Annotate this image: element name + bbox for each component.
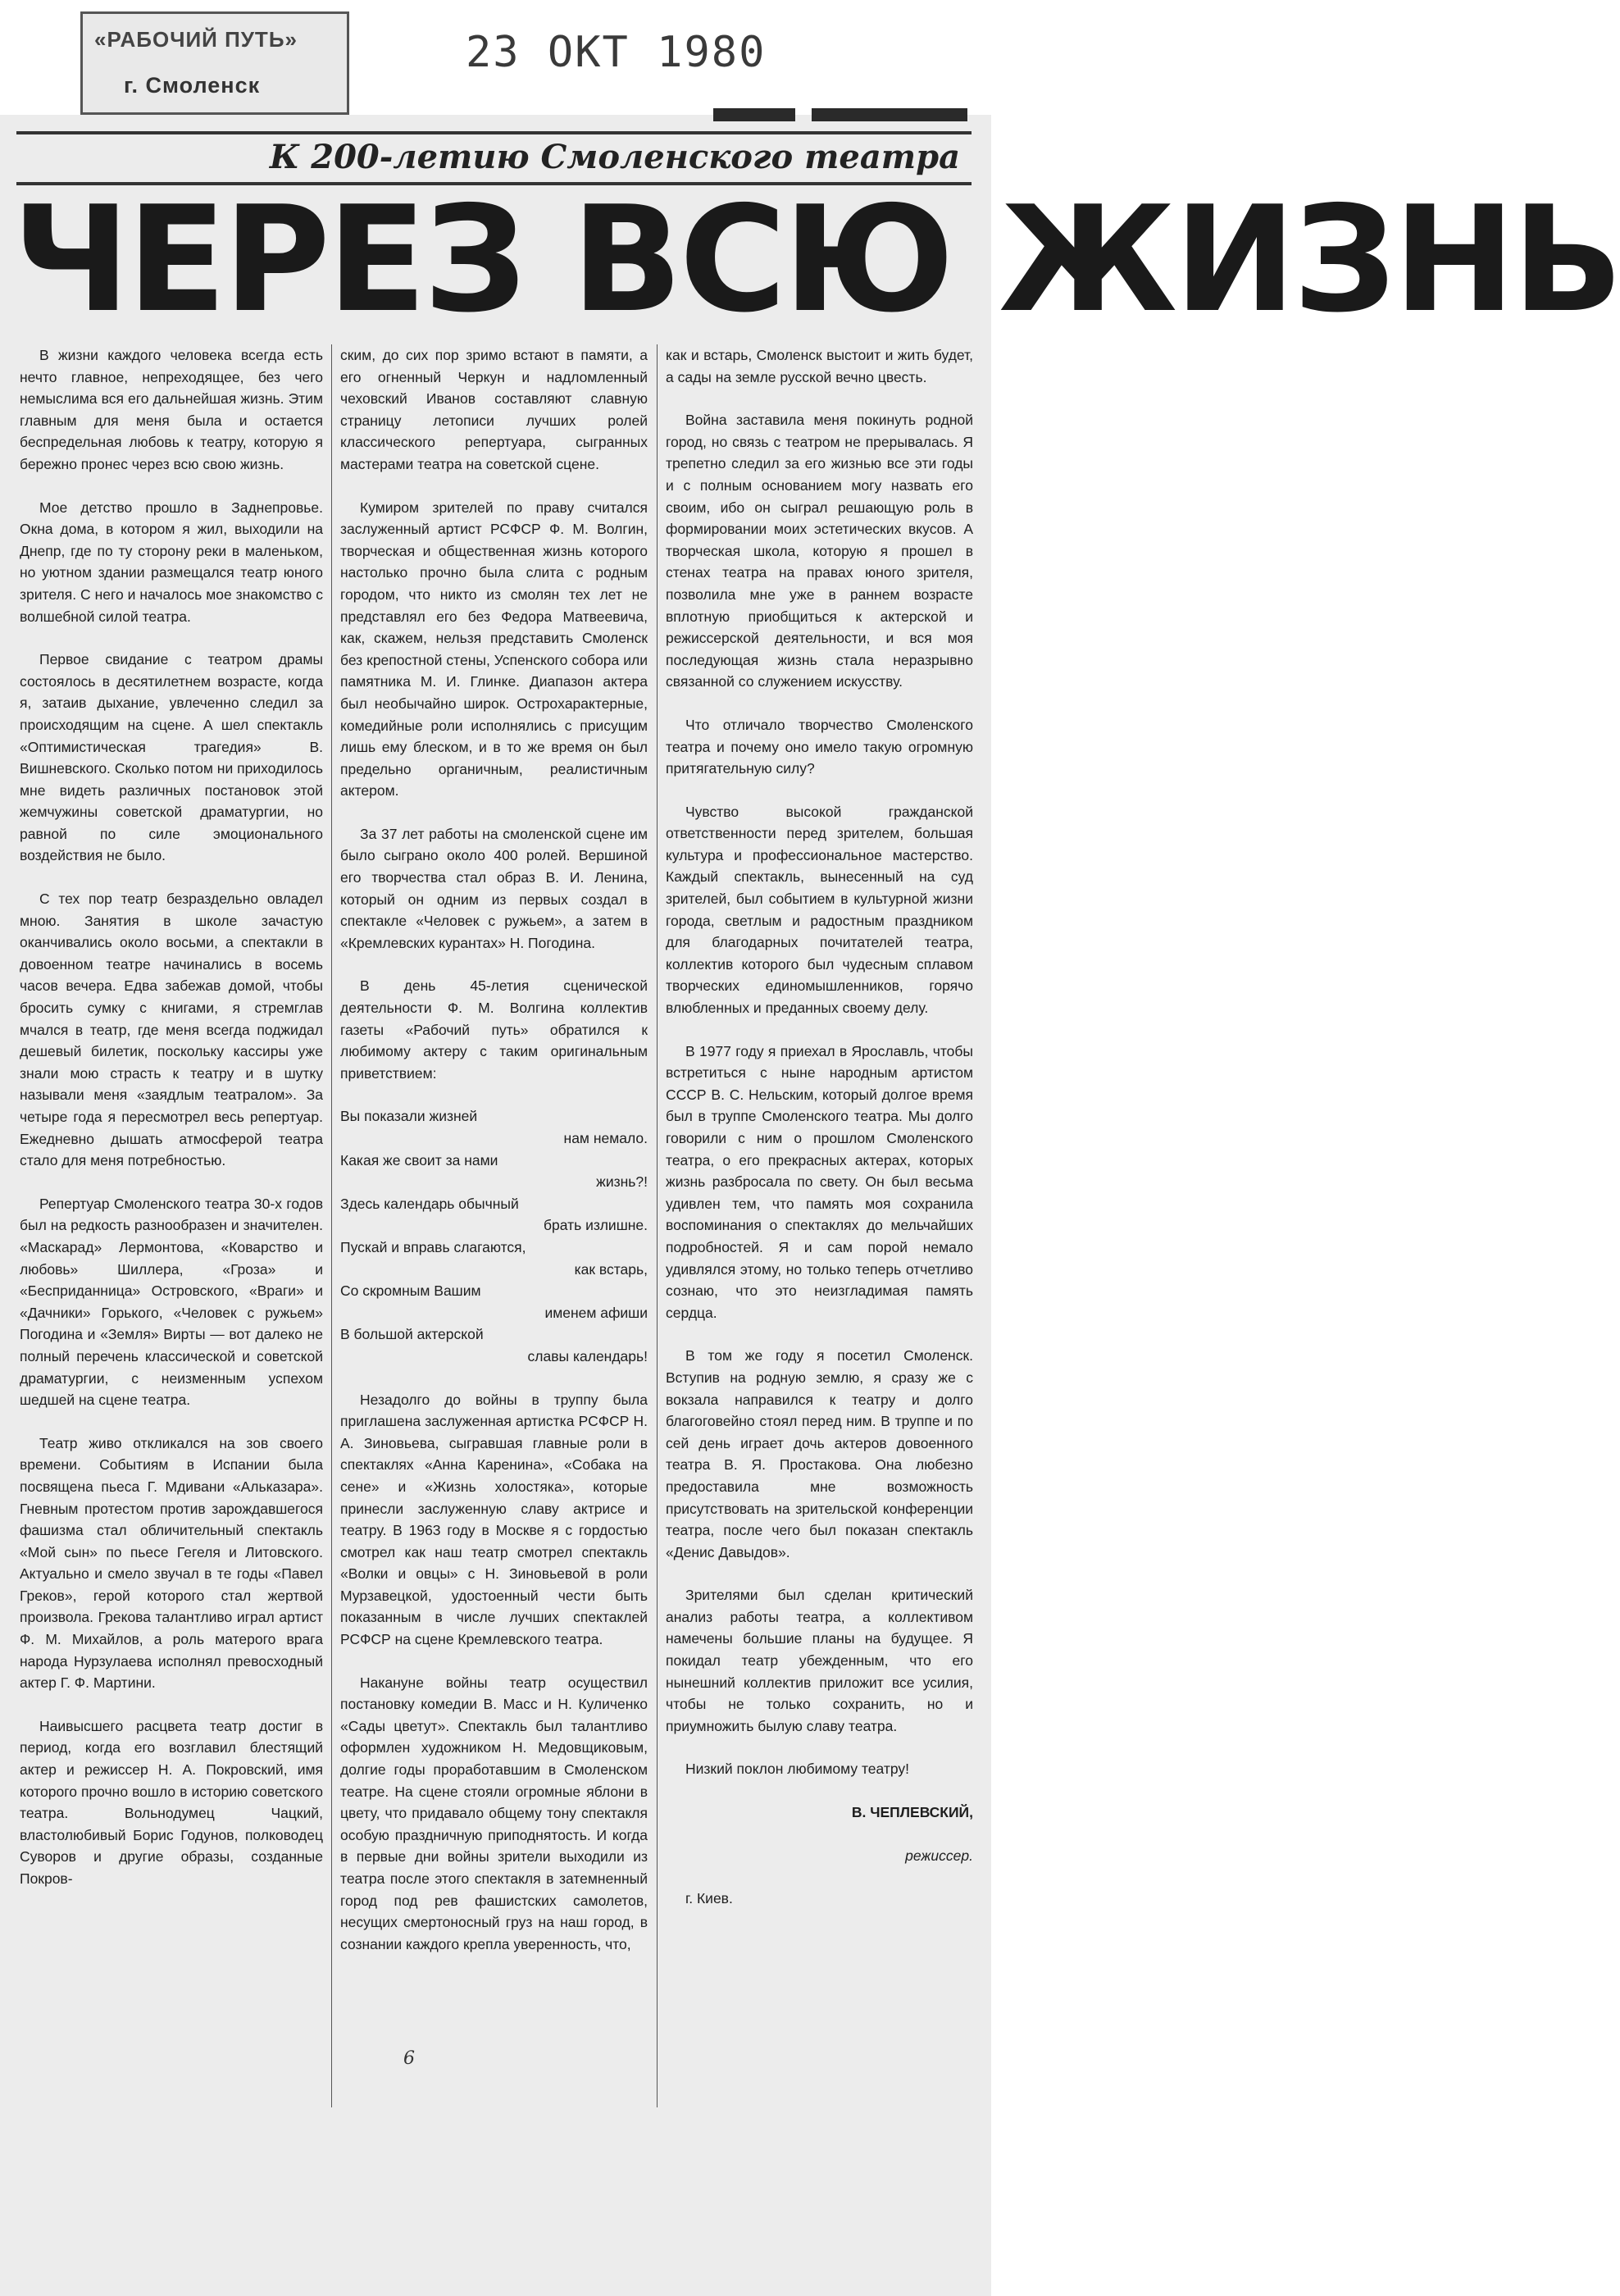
paragraph: Чувство высокой гражданской ответственности перед зрителем, большая культура и профессиональное мастерство. Каждый спектакль, вынесенный на суд зрителей, был событием в культурной жизни города, светлым и радостным праздником для благодарных почитателей театра, коллектив которого был чудесным сплавом творческих единомышленников, горячо влюбленных и преданных своему делу. <box>666 803 973 1017</box>
poem-line: В большой актерской <box>340 1326 484 1343</box>
poem-line: Здесь календарь обычный <box>340 1195 519 1212</box>
column-divider-2 <box>657 344 658 2107</box>
poem-line: нам немало. <box>563 1130 648 1146</box>
poem-line: Со скромным Вашим <box>340 1282 481 1300</box>
column-divider-1 <box>331 344 332 2107</box>
newspaper-stamp <box>80 11 349 115</box>
newspaper-name: «РАБОЧИЙ ПУТЬ» <box>94 27 298 52</box>
clipping-date: 23 ОКТ 1980 <box>466 28 767 77</box>
paragraph: За 37 лет работы на смоленской сцене им было сыграно около 400 ролей. Вершиной его творчества стал образ В. И. Ленина, который он одним из первых создал в спектакле «Человек с ружьем», а затем в «Кремлевских курантах» Н. Погодина. <box>340 825 648 951</box>
paragraph: Кумиром зрителей по праву считался заслуженный артист РСФСР Ф. М. Волгин, творческая и общественная жизнь которого настолько прочно была слита с родным городом, что никто из смолян тех лет не представлял его без Федора Матвеевича, как, скажем, нельзя представить Смоленск без крепостной стены, Успенского собора или памятника М. И. Глинке. Диапазон актера был необычайно широк. Остроxарактерные, комедийные роли исполнялись с присущим лишь ему блеском, и в то же время он был предельно органичным, реалистичным актером. <box>340 499 648 800</box>
poem-line: именем афиши <box>544 1304 648 1321</box>
article-column-1 <box>20 344 323 1890</box>
poem-line: брать излишне. <box>544 1217 648 1234</box>
paragraph: В 1977 году я приехал в Ярославль, чтобы встретиться с ныне народным артистом СССР В. С. Нельским, который долгое время был в труппе Смоленского театра. Мы долго говорили с ним о прошлом Смоленского театра, о его прекрасных актерах, которых жизнь разбросала по свету. Он был весьма удивлен тем, что память моя сохранила воспоминания о спектаклях до мельчайших подробностей. Я и сам порой немало удивлялся этому, но только теперь отчетливо сознаю, что это неизгладимая память сердца. <box>666 1042 973 1321</box>
poem-line: Вы показали жизней <box>340 1108 478 1125</box>
paragraph: Низкий поклон любимому театру! <box>685 1761 910 1778</box>
paragraph: Что отличало творчество Смоленского театра и почему оно имело такую огромную притягательную силу? <box>666 716 973 777</box>
paragraph: Первое свидание с театром драмы состоялось в десятилетнем возрасте, когда я, затаив дыхание, увлеченно следил за происходящим на сцене. А шел спектакль «Оптимистическая трагедия» В. Вишневского. Сколько потом ни приходилось мне видеть различных постановок этой жемчужины советской драматургии, но равной по силе эмоционального воздействия не было. <box>20 651 323 864</box>
newspaper-city: г. Смоленск <box>124 73 261 98</box>
paragraph: как и встарь, Смоленск выстоит и жить будет, а сады на земле русской вечно цвесть. <box>666 347 973 385</box>
paragraph: Наивысшего расцвета театр достиг в период, когда его возглавил блестящий актер и режиссер Н. А. Покровский, имя которого прочно вошло в историю советского театра. Вольнодумец Чацкий, властолюбивый Борис Годунов, полководец Суворов и другие образы, созданные Покров- <box>20 1717 323 1887</box>
paragraph: Незадолго до войны в труппу была приглашена заслуженная артистка РСФСР Н. А. Зиновьева, сыгравшая главные роли в спектаклях «Анна Каренина», «Собака на сене» и «Жизнь холостяка», которые принесли заслуженную славу актрисе и театру. В 1963 году в Москве я с гордостью смотрел как наш театр смотрел спектакль «Волки и овцы» с Н. Зиновьевой в роли Мурзавецкой, удостоенный чести быть показанным в числе лучших спектаклей РСФСР на сцене Кремлевского театра. <box>340 1391 648 1648</box>
article-column-2 <box>340 344 648 1955</box>
article-column-3 <box>666 344 973 1931</box>
paragraph: В том же году я посетил Смоленск. Вступив на родную землю, я сразу же с вокзала направился к театру и долго благоговейно стоял перед ним. В труппе и по сей день играет дочь актеров довоенного театра В. Я. Простакова. Она любезно предоставила мне возможность присутствовать на зрительской конференции театра, после чего был показан спектакль «Денис Давыдов». <box>666 1347 973 1560</box>
author-city: г. Киев. <box>685 1890 733 1907</box>
handwritten-mark: 6 <box>403 2048 415 2069</box>
poem-line: Пускай и вправь слагаются, <box>340 1238 526 1255</box>
paragraph: Мое детство прошло в Заднепровье. Окна дома, в котором я жил, выходили на Днепр, где по ту сторону реки в маленьком, но уютном здании размещался театр юного зрителя. С него и началось мое знакомство с волшебной силой театра. <box>20 499 323 625</box>
paragraph: Репертуар Смоленского театра 30-х годов был на редкость разнообразен и значителен. «Маскарад» Лермонтова, «Коварство и любовь» Шиллера, «Гроза» и «Бесприданница» Островского, «Враги» и «Дачники» Горького, «Человек с ружьем» Погодина и «Земля» Вирты — вот далеко не полный перечень классической и советской драматургии, с неизменным успехом шедшей на сцене театра. <box>20 1195 323 1409</box>
header-rule-right <box>812 108 967 121</box>
author-role: режиссер. <box>905 1847 973 1864</box>
author-signature: В. ЧЕПЛЕВСКИЙ, <box>851 1804 973 1821</box>
poem-line: как встарь, <box>574 1260 648 1278</box>
article-headline: ЧЕРЕЗ ВСЮ ЖИЗНЬ <box>12 175 1620 344</box>
greeting-poem <box>340 1105 648 1367</box>
poem-line: жизнь?! <box>596 1173 648 1191</box>
paragraph: ским, до сих пор зримо встают в памяти, а его огненный Черкун и надломленный чеховский Иванов составляют славную страницу летописи лучших ролей классического репертуара, сыгранных мастерами театра на советской сцене. <box>340 347 648 472</box>
paragraph: Война заставила меня покинуть родной город, но связь с театром не прерывалась. Я трепетно следил за его жизнью все эти годы и с полным основанием могу назвать его своим, ибо он сыграл решающую роль в формировании моих эстетических вкусов. А творческая школа, которую я прошел в стенах театра на правах юного зрителя, позволила мне уже в раннем возрасте вплотную приобщиться к актерской и режиссерской деятельности, и вся моя последующая жизнь стала неразрывно связанной со служением искусству. <box>666 412 973 690</box>
paragraph: Зрителями был сделан критический анализ работы театра, а коллективом намечены большие планы на будущее. Я покидал театр убежденным, что его нынешний коллектив приложит все усилия, чтобы не только сохранить, но и приумножить былую славу театра. <box>666 1587 973 1734</box>
rubric-title: К 200-летию Смоленского театра <box>269 138 960 176</box>
paragraph: В день 45-летия сценической деятельности Ф. М. Волгина коллектив газеты «Рабочий путь» обратился к любимому актеру с таким оригинальным приветствием: <box>340 977 648 1082</box>
poem-line: славы календарь! <box>527 1347 648 1364</box>
poem-line: Какая же своит за нами <box>340 1151 498 1168</box>
paragraph: С тех пор театр безраздельно овладел мною. Занятия в школе зачастую оканчивались около восьми, а спектакли в довоенном театре начинались в восемь часов вечера. Едва забежав домой, чтобы бросить сумку с книгами, я стремглав мчался в театр, где меня всегда поджидал дешевый билетик, поскольку кассиры уже знали мою страсть к театру и в шутку называли меня «заядлым театралом». За четыре года я пересмотрел весь репертуар. Ежедневно дышать атмосферой театра стало для меня потребностью. <box>20 891 323 1169</box>
paragraph: Театр живо откликался на зов своего времени. Событиям в Испании была посвящена пьеса Г. Мдивани «Альказара». Гневным протестом против зарождавшегося фашизма стал обличительный спектакль «Мой сын» по пьесе Гегеля и Литовского. Актуально и смело звучал в те годы «Павел Греков», герой которого стал жертвой произвола. Грекова талантливо играл артист Ф. М. Михайлов, а роль матерого врага народа Нурзулаева исполнял превосходный актер Г. Ф. Мартини. <box>20 1434 323 1692</box>
header-rule-left <box>713 108 795 121</box>
paragraph: В жизни каждого человека всегда есть нечто главное, непреходящее, без чего немыслима вся его дальнейшая жизнь. Этим главным для меня была и остается беспредельная любовь к театру, которую я бережно пронес через всю свою жизнь. <box>20 347 323 472</box>
paragraph: Накануне войны театр осуществил постановку комедии В. Масс и Н. Куличенко «Сады цветут». Спектакль был талантливо оформлен художником Н. Медовщиковым, долгие годы проработавшим в Смоленском театре. На сцене стояли огромные яблони в цвету, что придавало общему тону спектакля особую праздничную приподнятость. И когда в первые дни войны зрители выходили из театра после этого спектакля в затемненный город под рев фашистских самолетов, несущих смертоносный груз на наш город, в сознании каждого крепла уверенность, что, <box>340 1674 648 1952</box>
